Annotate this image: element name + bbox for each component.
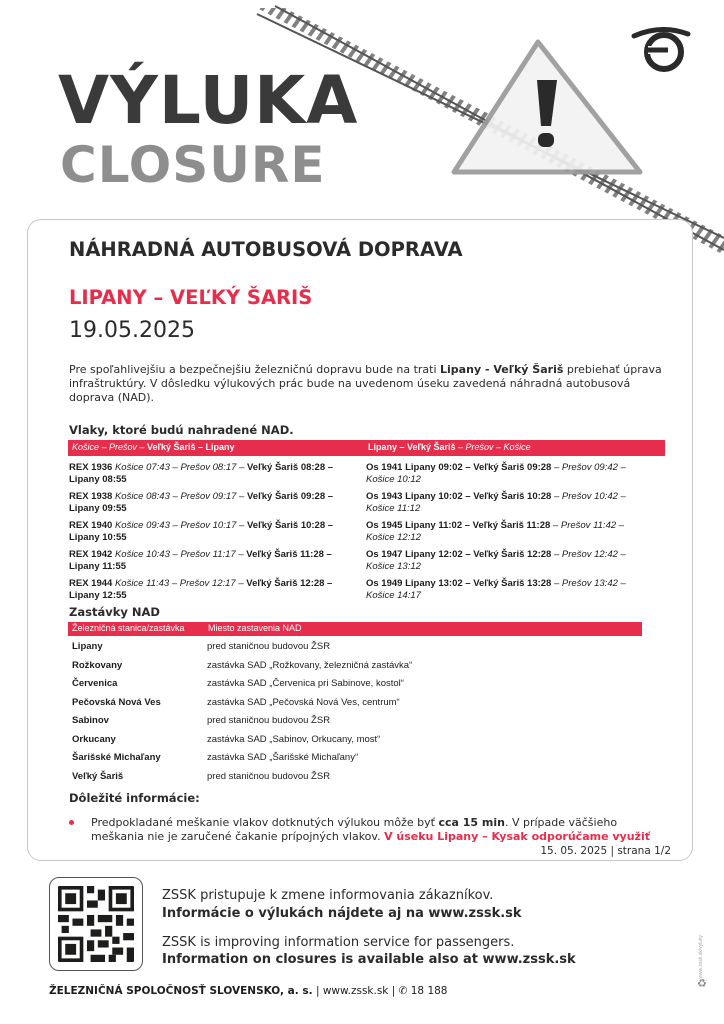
company-line: ŽELEZNIČNÁ SPOLOČNOSŤ SLOVENSKO, a. s. | www.zssk.sk | ✆ 18 188 bbox=[49, 985, 448, 997]
table-row: Orkucany zastávka SAD „Sabinov, Orkucany, most“ bbox=[72, 733, 381, 745]
intro-paragraph: Pre spoľahlivejšiu a bezpečnejšiu železničnú dopravu bude na trati Lipany - Veľký Šariš prebiehať úprava infraštruktúry. V dôsledku výlukových prác bude na uvedenom úseku zavedená náhradná autobusová doprava (NAD). bbox=[69, 363, 662, 404]
stops-section-title: Zastávky NAD bbox=[69, 605, 160, 619]
qr-code-icon[interactable] bbox=[49, 877, 143, 971]
footer-line-cz: ZSSK pristupuje k zmene informovania zákazníkov. bbox=[162, 888, 494, 903]
stops-header-station: Železničná stanica/zastávka bbox=[72, 623, 185, 633]
train-row: REX 1944 Košice 11:43 – Prešov 12:17 – Veľký Šariš 12:28 – Lipany 12:55 bbox=[69, 578, 333, 601]
footer-link-cz[interactable]: Informácie o výlukách nájdete aj na www.zssk.sk bbox=[162, 906, 522, 921]
train-row: REX 1938 Košice 08:43 – Prešov 09:17 – Veľký Šariš 09:28 – Lipany 09:55 bbox=[69, 491, 334, 514]
info-card bbox=[27, 219, 693, 861]
table-row: Pečovská Nová Ves zastávka SAD „Pečovská Nová Ves, centrum“ bbox=[72, 696, 400, 708]
train-row: Os 1947 Lipany 12:02 – Veľký Šariš 12:28 – Prešov 12:42 – Košice 13:12 bbox=[366, 549, 626, 572]
bullet-icon bbox=[69, 820, 74, 825]
trains-header-left: Košice – Prešov – Veľký Šariš – Lipany bbox=[72, 442, 235, 452]
important-info-title: Dôležité informácie: bbox=[69, 791, 200, 805]
title-closure: CLOSURE bbox=[60, 136, 326, 194]
page-info: 15. 05. 2025 | strana 1/2 bbox=[540, 845, 671, 857]
trains-list-southbound bbox=[69, 462, 349, 607]
stops-header-place: Miesto zastavenia NAD bbox=[208, 623, 302, 633]
trains-list-northbound bbox=[366, 462, 646, 607]
footer-link-en[interactable]: Information on closures is available also at www.zssk.sk bbox=[162, 952, 576, 967]
train-row: REX 1940 Košice 09:43 – Prešov 10:17 – Veľký Šariš 10:28 – Lipany 10:55 bbox=[69, 520, 334, 543]
train-row: REX 1942 Košice 10:43 – Prešov 11:17 – Veľký Šariš 11:28 – Lipany 11:55 bbox=[69, 549, 332, 572]
route-title: LIPANY – VEĽKÝ ŠARIŠ bbox=[69, 286, 313, 309]
train-row: Os 1943 Lipany 10:02 – Veľký Šariš 10:28 – Prešov 10:42 – Košice 11:12 bbox=[366, 491, 626, 514]
warning-triangle-icon bbox=[454, 42, 640, 172]
train-row: Os 1941 Lipany 09:02 – Veľký Šariš 09:28 – Prešov 09:42 – Košice 10:12 bbox=[366, 462, 626, 485]
table-row: Šarišské Michaľany zastávka SAD „Šarišské Michaľany“ bbox=[72, 752, 359, 763]
table-row: Rožkovany zastávka SAD „Rožkovany, železničná zastávka“ bbox=[72, 659, 413, 671]
table-row: Veľký Šariš pred staničnou budovou ŽSR bbox=[72, 770, 331, 782]
zssk-logo-icon bbox=[626, 22, 696, 74]
side-note: www.zssk.sk/vyluky bbox=[698, 935, 704, 979]
closure-date: 19.05.2025 bbox=[69, 318, 195, 343]
important-info-bullet: Predpokladané meškanie vlakov dotknutých výlukou môže byť cca 15 min. V prípade väčšieho meškania nie je zaručené čakanie prípojných vlakov. V úseku Lipany – Kysak odporúčame využiť bbox=[69, 816, 669, 844]
trains-section-title: Vlaky, ktoré budú nahradené NAD. bbox=[69, 423, 294, 437]
stops-table bbox=[72, 641, 632, 789]
title-vyluka: VÝLUKA bbox=[58, 62, 359, 139]
phone-icon: ✆ bbox=[398, 985, 408, 997]
stops-table-header bbox=[68, 622, 642, 636]
table-row: Červenica zastávka SAD „Červenica pri Sabinove, kostol“ bbox=[72, 678, 404, 689]
recycle-icon: ♻ bbox=[697, 978, 707, 990]
train-row: Os 1949 Lipany 13:02 – Veľký Šariš 13:28 – Prešov 13:42 – Košice 14:17 bbox=[366, 578, 626, 601]
train-row: Os 1945 Lipany 11:02 – Veľký Šariš 11:28 – Prešov 11:42 – Košice 12:12 bbox=[366, 520, 625, 543]
table-row: Lipany pred staničnou budovou ŽSR bbox=[72, 641, 331, 652]
footer-line-en: ZSSK is improving information service for passengers. bbox=[162, 935, 515, 950]
trains-header-right: Lipany – Veľký Šariš – Prešov – Košice bbox=[368, 442, 531, 452]
train-row: REX 1936 Košice 07:43 – Prešov 08:17 – Veľký Šariš 08:28 – Lipany 08:55 bbox=[69, 462, 334, 485]
trains-table-header bbox=[68, 440, 665, 456]
table-row: Sabinov pred staničnou budovou ŽSR bbox=[72, 715, 331, 726]
card-heading: NÁHRADNÁ AUTOBUSOVÁ DOPRAVA bbox=[69, 238, 463, 261]
